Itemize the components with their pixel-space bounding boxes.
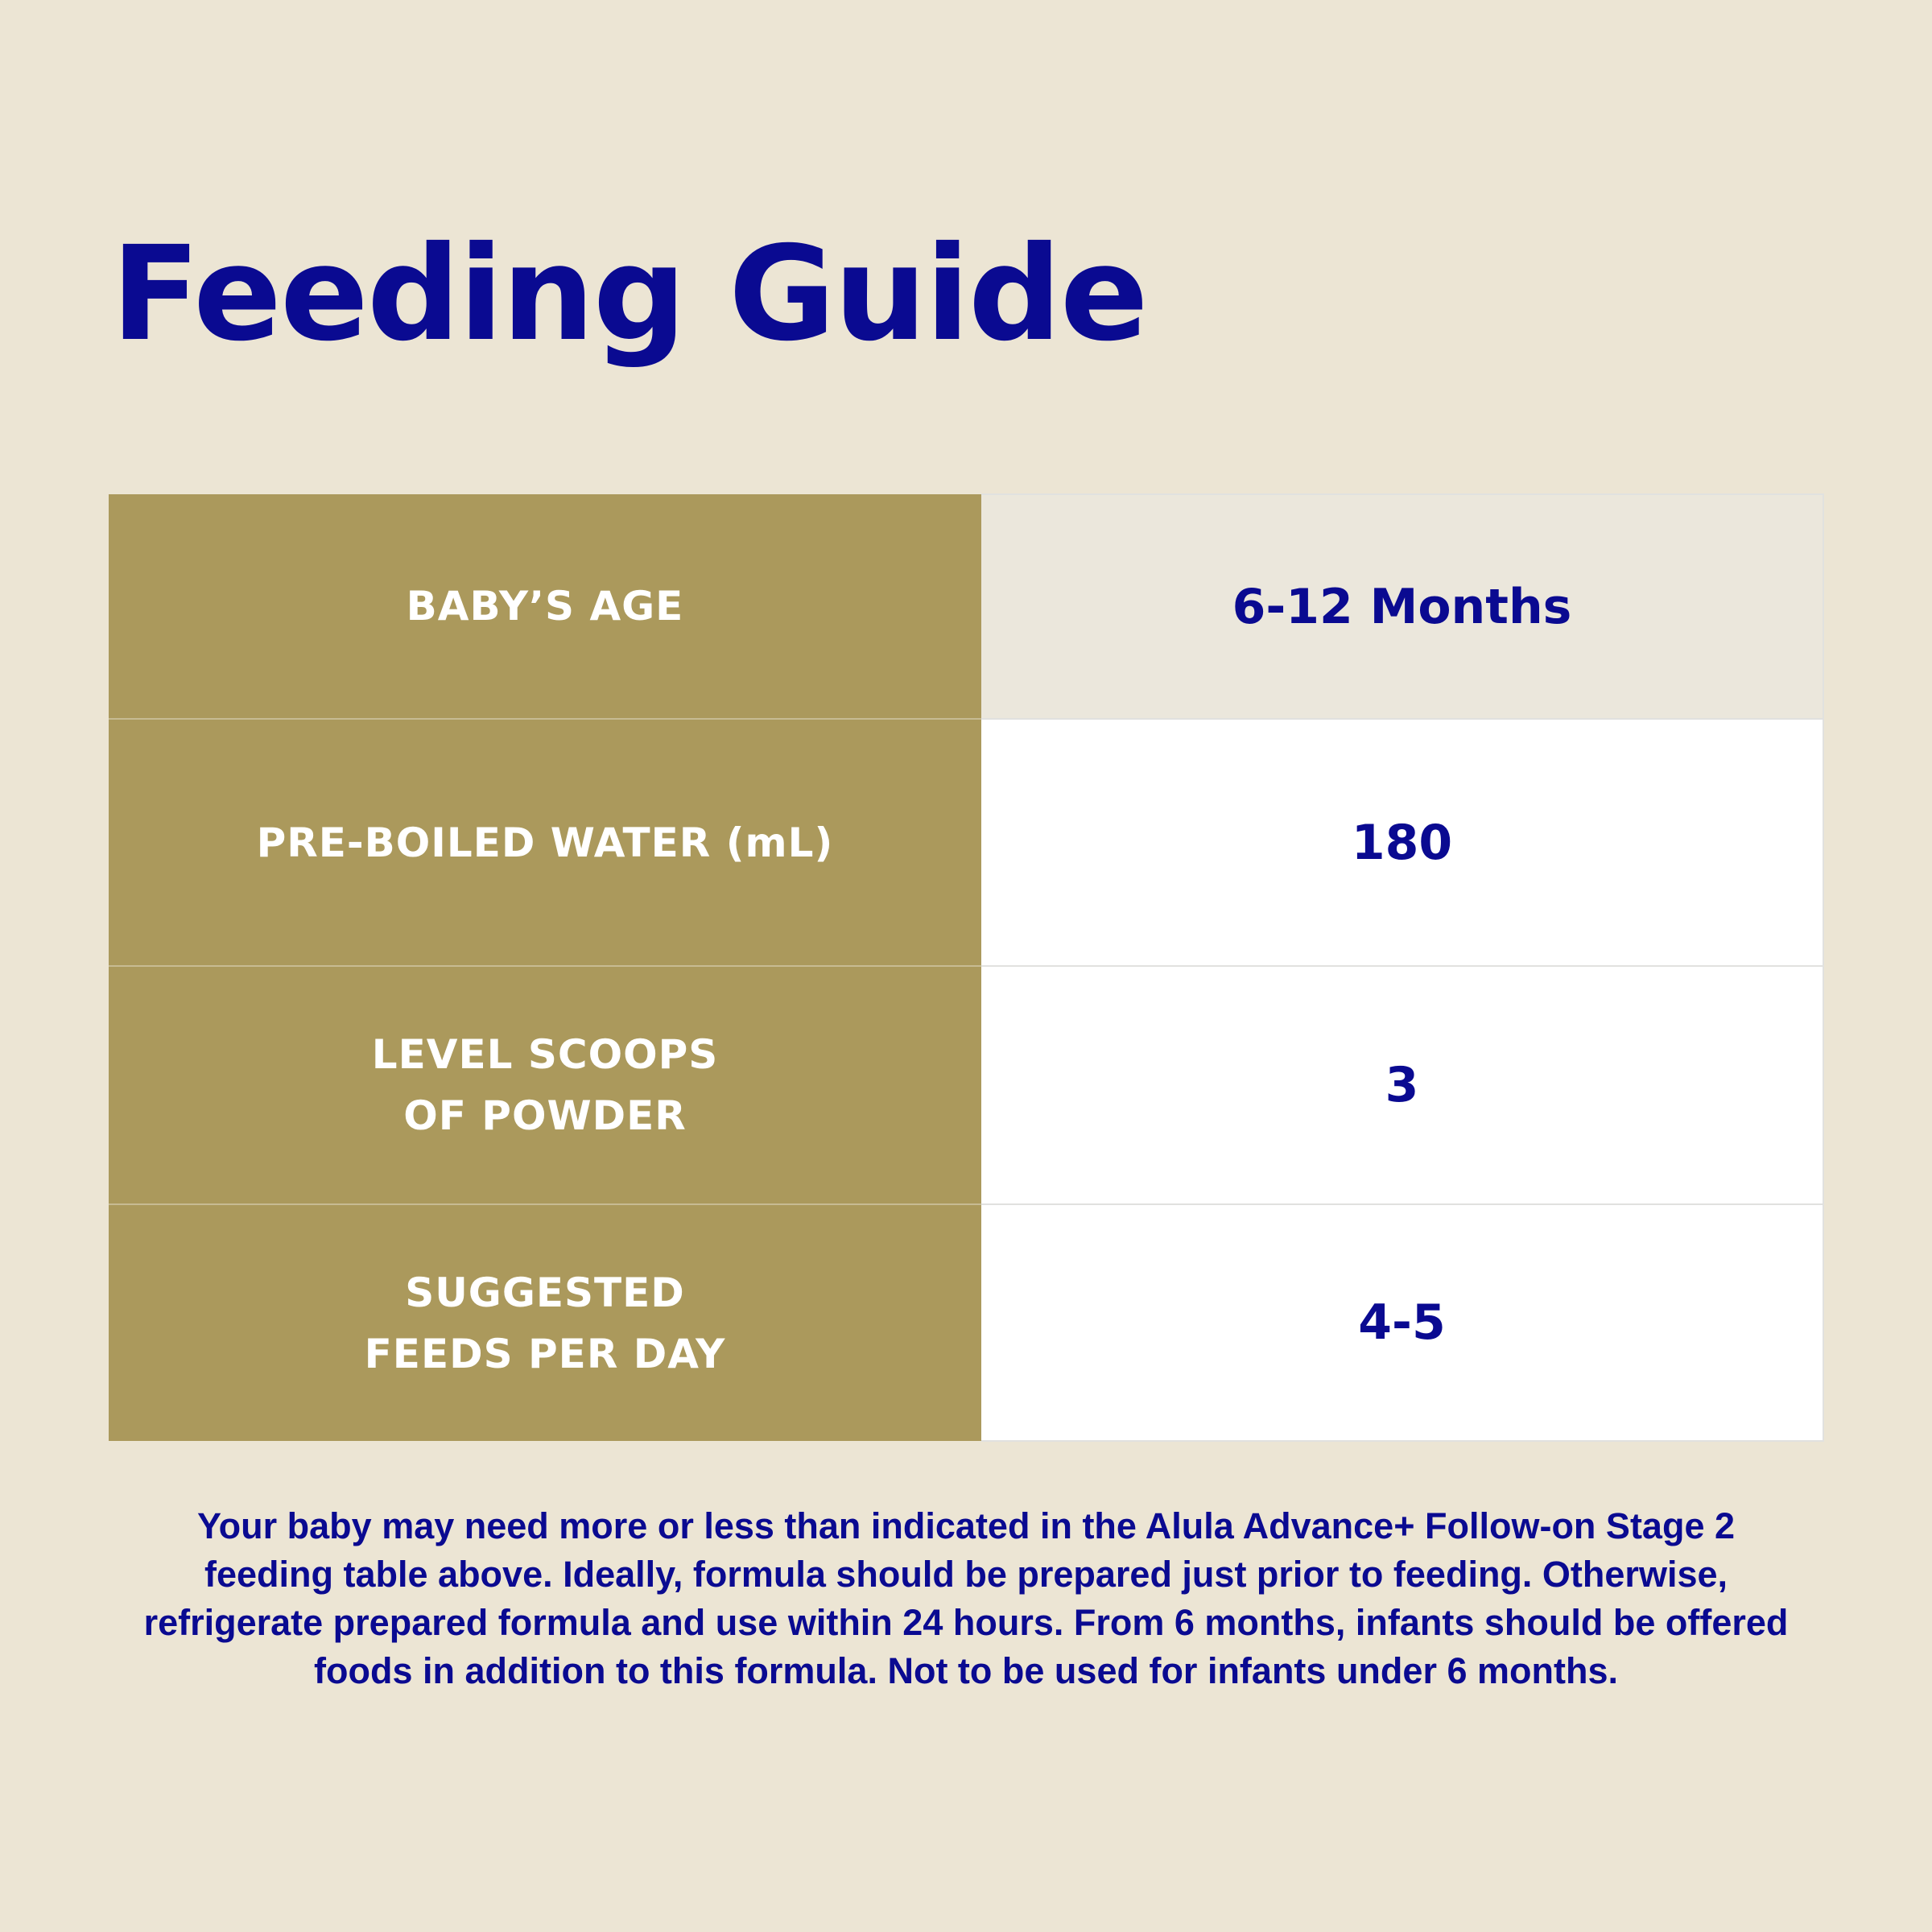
value-cell-suggested-feeds: 4-5 (981, 1204, 1823, 1441)
label-cell-babys-age (109, 494, 981, 719)
row-label-line-1: SUGGESTED (405, 1269, 685, 1316)
page-title: Feeding Guide (111, 219, 1147, 370)
label-cell-suggested-feeds (109, 1204, 981, 1441)
label-cell-pre-boiled-water (109, 719, 981, 966)
row-label: BABY’S AGE (406, 583, 684, 630)
value-cell-level-scoops: 3 (981, 966, 1823, 1204)
value-cell-pre-boiled-water: 180 (981, 719, 1823, 966)
table-row-suggested-feeds (109, 1204, 1823, 1441)
row-label-line-2: FEEDS PER DAY (364, 1330, 726, 1377)
row-label-line-1: LEVEL SCOOPS (371, 1031, 719, 1078)
feeding-table (109, 493, 1824, 1442)
label-cell-level-scoops (109, 966, 981, 1204)
value-cell-babys-age: 6-12 Months (981, 494, 1823, 719)
row-label: PRE-BOILED WATER (mL) (256, 819, 834, 866)
table-row-babys-age (109, 494, 1823, 719)
table-row-level-scoops (109, 966, 1823, 1204)
row-label-line-2: OF POWDER (403, 1092, 687, 1139)
table-row-pre-boiled-water (109, 719, 1823, 966)
disclaimer-text: Your baby may need more or less than indicated in the Alula Advance+ Follow-on Stage 2 feeding table above. Ideally, formula should be prepared just prior to feeding. Otherwise, refrigerate prepared formula and use within 24 hours. From 6 months, infants should be offered foods in addition to this formula. Not to be used for infants under 6 months. (143, 1505, 1789, 1691)
